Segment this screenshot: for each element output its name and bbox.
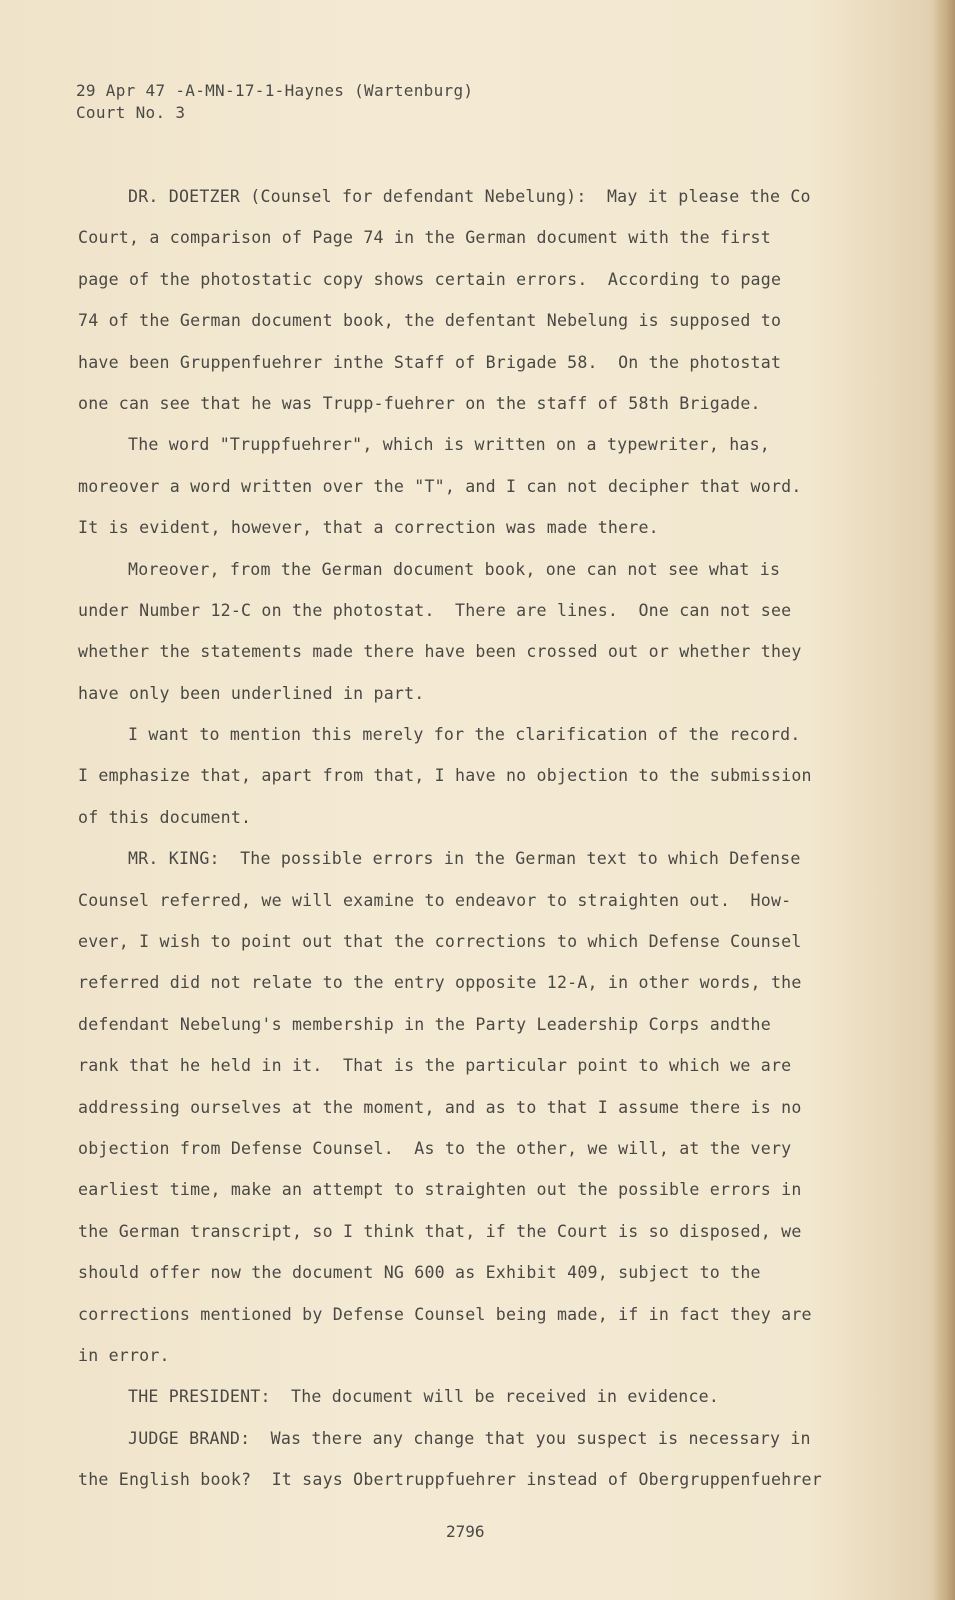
transcript-line: addressing ourselves at the moment, and as to that I assume there is no [78, 1097, 802, 1117]
transcript-line: the English book? It says Obertruppfuehrer instead of Obergruppenfuehrer [78, 1470, 822, 1490]
header-line-court: Court No. 3 [76, 103, 186, 122]
transcript-line: I want to mention this merely for the clarification of the record. [128, 725, 801, 745]
transcript-line: It is evident, however, that a correction was made there. [78, 518, 659, 538]
transcript-line: Moreover, from the German document book, one can not see what is [128, 559, 781, 579]
page-number: 2796 [446, 1522, 485, 1541]
transcript-line: moreover a word written over the "T", and I can not decipher that word. [78, 476, 802, 496]
transcript-line: rank that he held in it. That is the particular point to which we are [78, 1056, 792, 1076]
transcript-line: I emphasize that, apart from that, I have no objection to the submission [78, 766, 812, 786]
transcript-line: ever, I wish to point out that the corrections to which Defense Counsel [78, 932, 802, 952]
transcript-line: page of the photostatic copy shows certain errors. According to page [78, 269, 782, 289]
transcript-line: in error. [78, 1345, 170, 1365]
transcript-line: of this document. [78, 807, 252, 827]
transcript-line: defendant Nebelung's membership in the Party Leadership Corps andthe [78, 1014, 771, 1034]
transcript-line: JUDGE BRAND: Was there any change that you suspect is necessary in [128, 1428, 811, 1448]
transcript-line: MR. KING: The possible errors in the German text to which Defense [128, 849, 801, 869]
transcript-line: DR. DOETZER (Counsel for defendant Nebelung): May it please the Co [128, 187, 811, 206]
header-line-session: 29 Apr 47 -A-MN-17-1-Haynes (Wartenburg) [76, 81, 474, 100]
transcript-line: should offer now the document NG 600 as Exhibit 409, subject to the [78, 1263, 761, 1283]
transcript-line: corrections mentioned by Defense Counsel being made, if in fact they are [78, 1304, 812, 1324]
transcript-line: objection from Defense Counsel. As to the other, we will, at the very [78, 1138, 792, 1158]
transcript-line: Counsel referred, we will examine to endeavor to straighten out. How- [78, 890, 792, 910]
transcript-line: under Number 12-C on the photostat. There are lines. One can not see [78, 600, 792, 620]
transcript-line: Court, a comparison of Page 74 in the German document with the first [78, 228, 771, 248]
transcript-line: earliest time, make an attempt to straighten out the possible errors in [78, 1180, 802, 1200]
transcript-body [78, 176, 838, 1501]
transcript-line: one can see that he was Trupp-fuehrer on the staff of 58th Brigade. [78, 393, 761, 413]
document-header [76, 80, 473, 124]
transcript-line: have only been underlined in part. [78, 683, 425, 703]
transcript-line: THE PRESIDENT: The document will be received in evidence. [128, 1387, 720, 1407]
transcript-line: the German transcript, so I think that, if the Court is so disposed, we [78, 1221, 802, 1241]
transcript-line: 74 of the German document book, the defentant Nebelung is supposed to [78, 311, 782, 331]
page-edge-shadow [933, 0, 955, 1600]
transcript-line: whether the statements made there have been crossed out or whether they [78, 642, 802, 662]
transcript-line: The word "Truppfuehrer", which is written on a typewriter, has, [128, 435, 770, 455]
transcript-line: referred did not relate to the entry opposite 12-A, in other words, the [78, 973, 802, 993]
transcript-line: have been Gruppenfuehrer inthe Staff of Brigade 58. On the photostat [78, 352, 782, 372]
